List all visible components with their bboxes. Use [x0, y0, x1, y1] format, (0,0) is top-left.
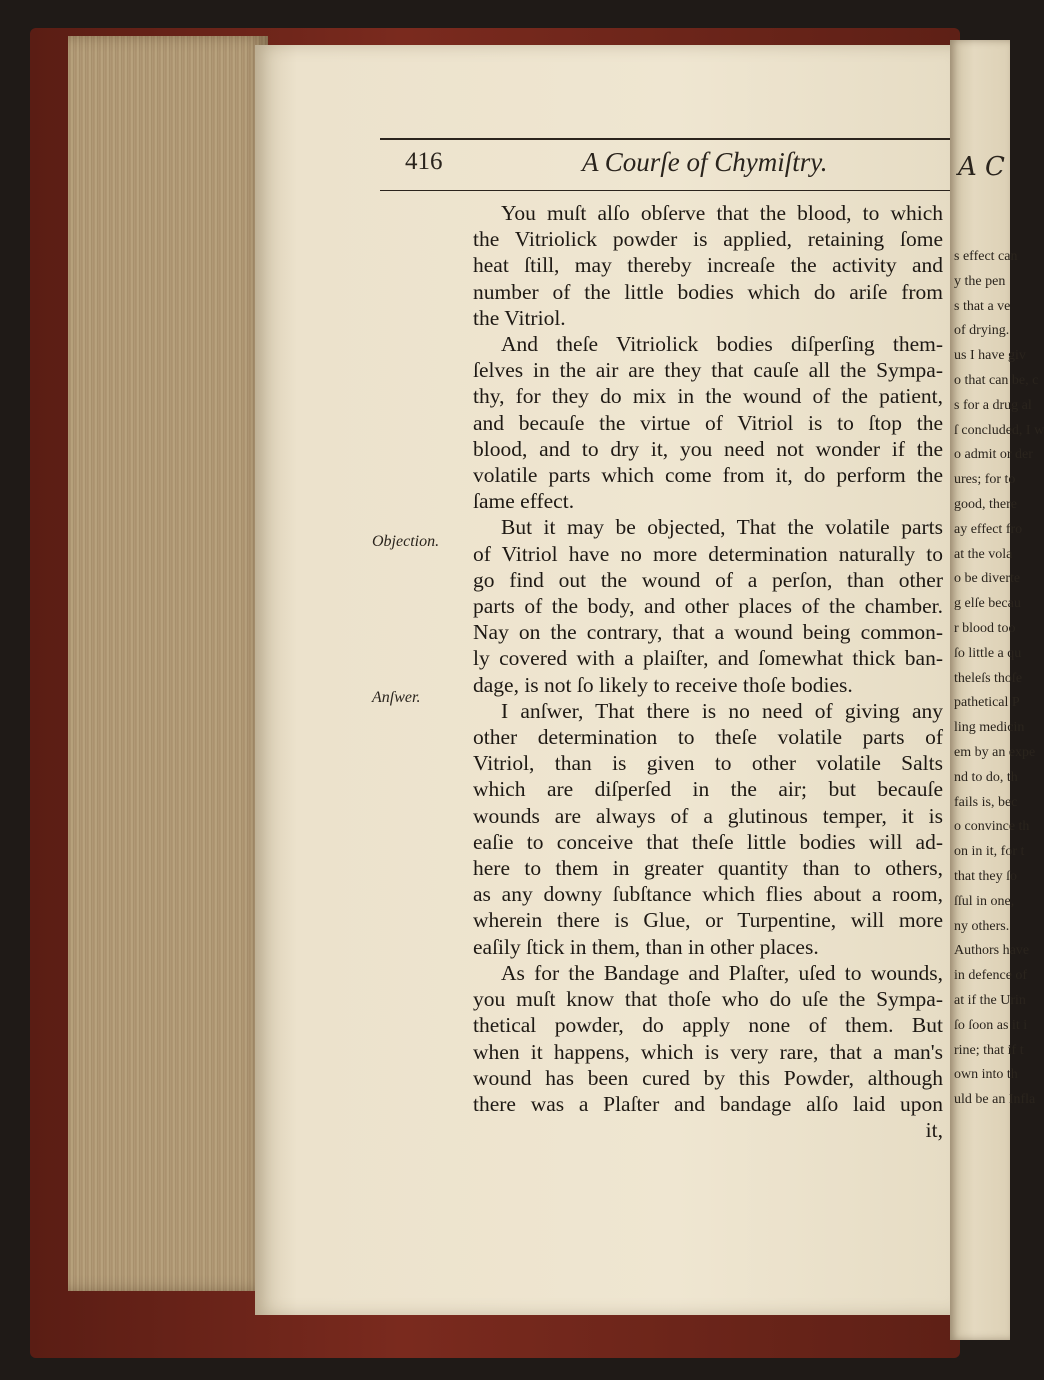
- text-line: Nay on the contrary, that a wound being common-: [473, 620, 943, 645]
- facing-text-line: g elſe becau: [954, 596, 1021, 612]
- body-text: [473, 200, 943, 1143]
- text-line: wound has been cured by this Powder, although: [473, 1065, 943, 1090]
- facing-text-line: ling medicin: [954, 720, 1025, 736]
- text-line: thetical powder, do apply none of them. But: [473, 1013, 943, 1038]
- text-line: it,: [925, 1118, 943, 1143]
- text-line: which are diſperſed in the air; but becauſe: [473, 777, 943, 802]
- margin-note-answer: Anſwer.: [372, 689, 421, 706]
- facing-text-line: that they ſo: [954, 868, 1017, 884]
- facing-text-line: fails is, bec: [954, 794, 1018, 810]
- text-line: of Vitriol have no more determination naturally to: [473, 541, 943, 566]
- text-line: when it happens, which is very rare, that a man's: [473, 1039, 943, 1064]
- text-line: ſelves in the air are they that cauſe all the Sympa-: [473, 358, 943, 383]
- header-rule-top: [380, 138, 950, 140]
- text-line: eaſie to conceive that theſe little bodies will ad-: [473, 829, 943, 854]
- text-line: as any downy ſubſtance which flies about a room,: [473, 882, 943, 907]
- text-line: thy, for they do mix in the wound of the patient,: [473, 384, 943, 409]
- text-line: there was a Plaſter and bandage alſo laid upon: [473, 1091, 943, 1116]
- text-line: heat ſtill, may thereby increaſe the activity and: [473, 253, 943, 278]
- facing-text-line: at the vola: [954, 546, 1013, 562]
- facing-page-fragment: [950, 40, 1044, 1340]
- facing-text-line: uld be an Infla: [954, 1092, 1036, 1108]
- facing-text-line: ſſul in one,: [954, 893, 1015, 909]
- text-line: volatile parts which come from it, do perform the: [473, 463, 943, 488]
- text-line: here to them in greater quantity than to others,: [473, 856, 943, 881]
- text-line: the Vitriol.: [473, 305, 566, 330]
- facing-text-line: s that a ve: [954, 298, 1011, 314]
- facing-text-line: o convince th: [954, 819, 1030, 835]
- facing-text-line: ſo little a qu: [954, 645, 1022, 661]
- facing-text-line: ſo ſoon as it i: [954, 1017, 1028, 1033]
- facing-text-line: s effect can: [954, 249, 1018, 264]
- text-line: dage, is not ſo likely to receive thoſe bodies.: [473, 672, 853, 697]
- facing-text-line: own into th: [954, 1067, 1018, 1083]
- facing-text-line: rine; that if t: [954, 1042, 1024, 1058]
- text-line: the Vitriolick powder is applied, retaining ſome: [473, 227, 943, 252]
- text-line: number of the little bodies which do ariſe from: [473, 279, 943, 304]
- text-line: wounds are always of a glutinous temper, it is: [473, 803, 943, 828]
- facing-text-line: o admit or der: [954, 447, 1033, 463]
- text-line: ly covered with a plaiſter, and ſomewhat thick ban-: [473, 646, 943, 671]
- text-line: You muſt alſo obſerve that the blood, to which: [501, 201, 943, 225]
- text-line: wherein there is Glue, or Turpentine, will more: [473, 908, 943, 933]
- facing-text-line: ny others.: [954, 918, 1010, 934]
- facing-text-line: nd to do, th: [954, 769, 1018, 785]
- text-line: As for the Bandage and Plaſter, uſed to wounds,: [501, 960, 943, 985]
- facing-text-line: ſ concluded, I w: [954, 422, 1044, 438]
- facing-text-line: theleſs thoſe: [954, 670, 1023, 686]
- running-head: A Courſe of Chymiſtry.: [582, 147, 828, 177]
- facing-text-line: at if the Urin: [954, 992, 1026, 1008]
- facing-page-text: [950, 245, 1044, 1113]
- text-line: eaſily ſtick in them, than in other places.: [473, 934, 819, 959]
- text-line: And theſe Vitriolick bodies diſperſing them-: [501, 332, 943, 357]
- page-edges: [68, 36, 268, 1291]
- facing-text-line: o that can be, c: [954, 372, 1039, 388]
- facing-running-head: A C: [958, 152, 1005, 182]
- facing-text-line: em by an expe: [954, 744, 1036, 760]
- text-line: other determination to theſe volatile parts of: [473, 725, 943, 750]
- margin-note-objection: Objection.: [372, 533, 440, 550]
- facing-text-line: in defence of: [954, 968, 1028, 984]
- facing-text-line: us I have giv: [954, 348, 1026, 364]
- facing-text-line: pathetical P: [954, 695, 1020, 711]
- facing-text-line: s for a drug al: [954, 397, 1032, 413]
- text-line: parts of the body, and other places of the chamber.: [473, 594, 943, 619]
- facing-text-line: y the pen: [954, 273, 1006, 289]
- text-line: ſame effect.: [473, 489, 575, 514]
- facing-text-line: on in it, for t: [954, 844, 1025, 860]
- text-line: I anſwer, That there is no need of giving any: [501, 698, 943, 723]
- facing-text-line: ures; for to: [954, 472, 1016, 488]
- facing-text-line: r blood too: [954, 620, 1016, 636]
- text-line: But it may be objected, That the volatile parts: [501, 515, 943, 540]
- text-line: and becauſe the virtue of Vitriol is to ſtop the: [473, 410, 943, 435]
- text-line: blood, and to dry it, you need not wonder if the: [473, 436, 943, 461]
- facing-text-line: of drying.: [954, 323, 1010, 339]
- text-line: go find out the wound of a perſon, than other: [473, 567, 943, 592]
- facing-text-line: Authors have: [954, 943, 1030, 959]
- text-line: Vitriol, than is given to other volatile Salts: [473, 751, 943, 776]
- page-number: 416: [405, 148, 443, 175]
- facing-text-line: ay effect fro: [954, 521, 1023, 537]
- text-line: you muſt know that thoſe who do uſe the Sympa-: [473, 987, 943, 1012]
- facing-text-line: good, there: [954, 496, 1017, 512]
- facing-text-line: o be diverte: [954, 571, 1021, 587]
- header-rule-bottom: [380, 190, 950, 191]
